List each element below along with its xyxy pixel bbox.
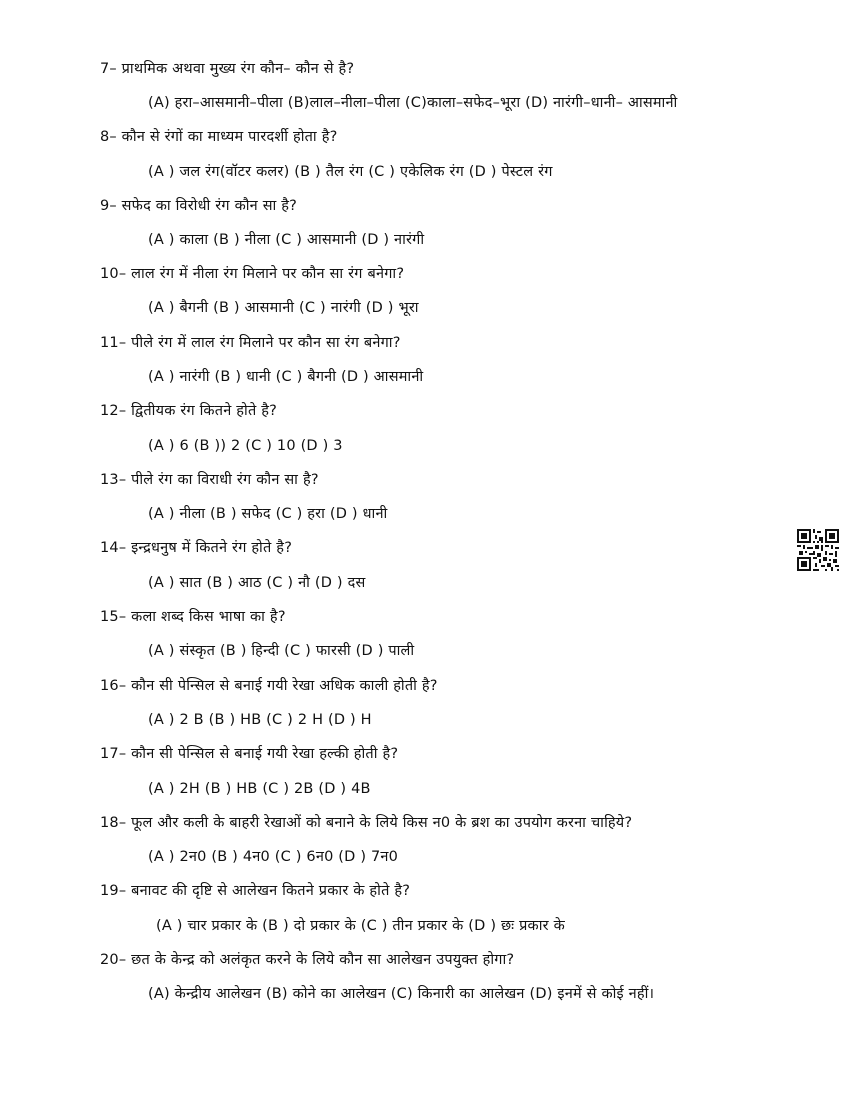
question-16: 16– कौन सी पेन्सिल से बनाई गयी रेखा अधिक काली होती है? (100, 678, 438, 694)
question-13: 13– पीले रंग का विराधी रंग कौन सा है? (100, 472, 319, 488)
question-11: 11– पीले रंग में लाल रंग मिलाने पर कौन सा रंग बनेगा? (100, 335, 401, 351)
question-9: 9– सफेद का विरोधी रंग कौन सा है? (100, 198, 298, 214)
options-9: (A ) काला (B ) नीला (C ) आसमानी (D ) नारंगी (148, 232, 425, 248)
options-18: (A ) 2न0 (B ) 4न0 (C ) 6न0 (D ) 7न0 (148, 849, 399, 865)
question-15: 15– कला शब्द किस भाषा का है? (100, 609, 286, 625)
options-7: (A) हरा–आसमानी–पीला (B)लाल–नीला–पीला (C)काला–सफेद–भूरा (D) नारंगी–धानी– आसमानी (148, 95, 678, 111)
options-12: (A ) 6 (B )) 2 (C ) 10 (D ) 3 (148, 438, 343, 454)
options-8: (A ) जल रंग(वॉटर कलर) (B ) तैल रंग (C ) एकेलिक रंग (D ) पेस्टल रंग (148, 164, 553, 180)
question-20: 20– छत के केन्द्र को अलंकृत करने के लिये कौन सा आलेखन उपयुक्त होगा? (100, 952, 515, 968)
options-20: (A) केन्द्रीय आलेखन (B) कोने का आलेखन (C) किनारी का आलेखन (D) इनमें से कोई नहीं। (148, 986, 655, 1002)
qr-code-icon (797, 529, 839, 571)
options-13: (A ) नीला (B ) सफेद (C ) हरा (D ) धानी (148, 506, 388, 522)
options-19: (A ) चार प्रकार के (B ) दो प्रकार के (C ) तीन प्रकार के (D ) छः प्रकार के (156, 918, 565, 934)
question-19: 19– बनावट की दृष्टि से आलेखन कितने प्रकार के होते है? (100, 883, 411, 899)
options-17: (A ) 2H (B ) HB (C ) 2B (D ) 4B (148, 781, 371, 797)
question-12: 12– द्वितीयक रंग कितने होते है? (100, 403, 278, 419)
options-15: (A ) संस्कृत (B ) हिन्दी (C ) फारसी (D ) पाली (148, 643, 415, 659)
question-18: 18– फूल और कली के बाहरी रेखाओं को बनाने के लिये किस न0 के ब्रश का उपयोग करना चाहिये? (100, 815, 633, 831)
question-8: 8– कौन से रंगों का माध्यम पारदर्शी होता है? (100, 129, 338, 145)
question-7: 7– प्राथमिक अथवा मुख्य रंग कौन– कौन से है? (100, 61, 355, 77)
question-10: 10– लाल रंग में नीला रंग मिलाने पर कौन सा रंग बनेगा? (100, 266, 405, 282)
options-11: (A ) नारंगी (B ) धानी (C ) बैगनी (D ) आसमानी (148, 369, 424, 385)
question-14: 14– इन्द्रधनुष में कितने रंग होते है? (100, 540, 293, 556)
question-17: 17– कौन सी पेन्सिल से बनाई गयी रेखा हल्की होती है? (100, 746, 399, 762)
options-16: (A ) 2 B (B ) HB (C ) 2 H (D ) H (148, 712, 372, 728)
options-10: (A ) बैगनी (B ) आसमानी (C ) नारंगी (D ) भूरा (148, 300, 419, 316)
options-14: (A ) सात (B ) आठ (C ) नौ (D ) दस (148, 575, 366, 591)
